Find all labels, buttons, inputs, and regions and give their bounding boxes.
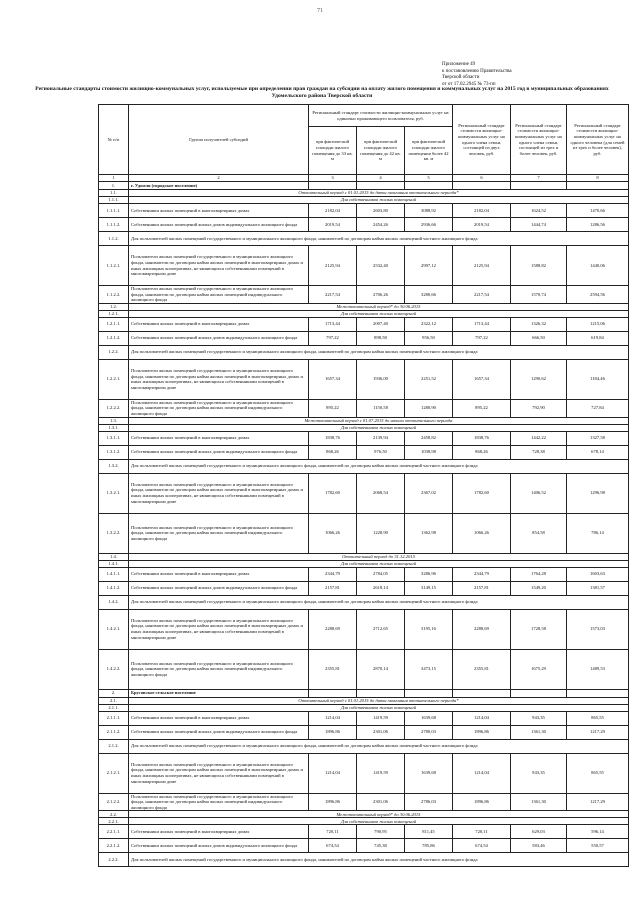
column-number: 6 bbox=[453, 175, 511, 182]
standard-value: 2217,54 bbox=[309, 286, 357, 304]
standard-value: 2068,54 bbox=[357, 473, 405, 513]
standard-value: 1150,58 bbox=[357, 399, 405, 417]
empty-cell bbox=[357, 689, 405, 697]
recipient-group: Собственники жилых помещений жилых домов индивидуального жилищного фонда bbox=[129, 218, 309, 232]
row-number: 2.2. bbox=[99, 811, 129, 818]
table-row-wide bbox=[99, 232, 629, 246]
row-number: 2.2.2. bbox=[99, 853, 129, 867]
standard-value: 2355,81 bbox=[309, 649, 357, 689]
standard-value: 1214,04 bbox=[453, 711, 511, 725]
subsection-title: Отопительный период с 01.01.2015 до даты окончания отопительного периода* bbox=[129, 697, 629, 704]
subsection-title: Для собственников жилых помещений bbox=[129, 424, 629, 431]
standard-value: 1549,20 bbox=[511, 581, 567, 595]
standard-value: 1782,60 bbox=[309, 473, 357, 513]
standard-value: 2125,94 bbox=[453, 246, 511, 286]
standard-value: 1038,98 bbox=[405, 445, 453, 459]
standard-value: 1675,29 bbox=[511, 649, 567, 689]
table-row-data bbox=[99, 567, 629, 581]
standard-value: 1214,04 bbox=[453, 753, 511, 793]
standard-value: 2780,03 bbox=[405, 725, 453, 739]
table-row-data bbox=[99, 839, 629, 853]
standard-value: 2288,69 bbox=[453, 609, 511, 649]
standard-value: 727,84 bbox=[567, 399, 629, 417]
standard-value: 1603,63 bbox=[567, 567, 629, 581]
empty-cell bbox=[405, 689, 453, 697]
standard-value: 2125,94 bbox=[309, 246, 357, 286]
standard-value: 1570,74 bbox=[511, 286, 567, 304]
header-group: Группа получателей субсидий bbox=[129, 105, 309, 175]
standard-value: 2344,79 bbox=[309, 567, 357, 581]
standard-value: 1290,62 bbox=[511, 359, 567, 399]
table-row-sub bbox=[99, 303, 629, 310]
standard-value: 1066,26 bbox=[453, 513, 511, 553]
standard-value: 3088,92 bbox=[405, 204, 453, 218]
recipient-group: Собственники жилых помещений жилых домов индивидуального жилищного фонда bbox=[129, 445, 309, 459]
table-header bbox=[99, 105, 629, 182]
standard-value: 2458,82 bbox=[405, 431, 453, 445]
empty-cell bbox=[453, 689, 511, 697]
row-number: 1.3.2. bbox=[99, 459, 129, 473]
standard-value: 1326,32 bbox=[511, 317, 567, 331]
table-row-data bbox=[99, 581, 629, 595]
standard-value: 1280,90 bbox=[405, 399, 453, 417]
recipient-group: Собственники жилых помещений в многоквартирных домах bbox=[129, 317, 309, 331]
table-row-sub bbox=[99, 197, 629, 204]
standard-value: 1361,30 bbox=[511, 725, 567, 739]
group-description: Для пользователей жилых помещений государственного и муниципального жилищного фонда, нанимателей по договорам найма жилых помещений частного жилищного фонда bbox=[129, 595, 629, 609]
group-description: Для пользователей жилых помещений государственного и муниципального жилищного фонда, нанимателей по договорам найма жилых помещений частного жилищного фонда bbox=[129, 232, 629, 246]
standard-value: 1214,04 bbox=[309, 753, 357, 793]
standard-value: 720,11 bbox=[453, 825, 511, 839]
table-row-data bbox=[99, 445, 629, 459]
table-row-wide bbox=[99, 459, 629, 473]
table-row-data bbox=[99, 609, 629, 649]
row-number: 1.3.1.2. bbox=[99, 445, 129, 459]
standard-value: 3195,16 bbox=[405, 609, 453, 649]
standard-value: 1286,56 bbox=[567, 218, 629, 232]
standard-value: 1639,68 bbox=[405, 753, 453, 793]
standard-value: 1573,03 bbox=[567, 609, 629, 649]
standard-value: 2288,69 bbox=[309, 609, 357, 649]
table-row-data bbox=[99, 473, 629, 513]
row-number: 2.1.2. bbox=[99, 739, 129, 753]
standard-value: 2007,40 bbox=[357, 317, 405, 331]
standard-value: 1327,58 bbox=[567, 431, 629, 445]
standard-value: 674,54 bbox=[453, 839, 511, 853]
row-number: 2.1. bbox=[99, 697, 129, 704]
row-number: 2.1.2.1. bbox=[99, 753, 129, 793]
standard-value: 976,50 bbox=[357, 445, 405, 459]
table-row-sub bbox=[99, 704, 629, 711]
table-row-wide bbox=[99, 345, 629, 359]
standard-value: 2019,54 bbox=[309, 218, 357, 232]
standard-value: 2019,54 bbox=[453, 218, 511, 232]
standard-value: 790,95 bbox=[357, 825, 405, 839]
standard-value: 674,54 bbox=[309, 839, 357, 853]
standard-value: 854,58 bbox=[511, 513, 567, 553]
standard-value: 629,03 bbox=[511, 825, 567, 839]
recipient-group: Собственники жилых помещений в многоквартирных домах bbox=[129, 825, 309, 839]
recipient-group: Пользователи жилых помещений государственного и муниципального жилищного фонда, наниматели по договорам найма жилых помещений в многоквартирных домах и иных жилищных кооперативах, не являющихся собственниками помещений в многоквартирном доме bbox=[129, 609, 309, 649]
table-row-sub bbox=[99, 697, 629, 704]
row-number: 2.2.1.2. bbox=[99, 839, 129, 853]
standard-value: 1470,66 bbox=[567, 204, 629, 218]
standard-value: 1896,86 bbox=[453, 793, 511, 811]
table-row-data bbox=[99, 825, 629, 839]
table-row-sub bbox=[99, 811, 629, 818]
column-number: 2 bbox=[129, 175, 309, 182]
standard-value: 2139,94 bbox=[357, 431, 405, 445]
appendix-line: к постановлению Правительства bbox=[442, 68, 512, 74]
recipient-group: Пользователи жилых помещений государственного и муниципального жилищного фонда, наниматели по договорам найма жилых помещений в многоквартирных домах и иных жилищных кооперативах, не являющихся собственниками помещений в многоквартирном доме bbox=[129, 359, 309, 399]
table-row-sub bbox=[99, 424, 629, 431]
table-row-section bbox=[99, 689, 629, 697]
empty-cell bbox=[405, 182, 453, 190]
row-number: 1.4.2. bbox=[99, 595, 129, 609]
standard-value: 1440,06 bbox=[567, 246, 629, 286]
header-std-housing: Региональный стандарт стоимости жилищно-коммунальных услуг на одиночно проживающего пользователя, руб. bbox=[309, 105, 453, 127]
row-number: 1.3.2.2. bbox=[99, 513, 129, 553]
empty-cell bbox=[309, 689, 357, 697]
row-number: 1.2.1. bbox=[99, 310, 129, 317]
table-row-sub bbox=[99, 553, 629, 560]
standard-value: 868,26 bbox=[309, 445, 357, 459]
row-number: 2. bbox=[99, 689, 129, 697]
table-row-sub bbox=[99, 310, 629, 317]
column-number: 4 bbox=[357, 175, 405, 182]
subsection-title: Для собственников жилых помещений bbox=[129, 310, 629, 317]
standard-value: 786,14 bbox=[567, 513, 629, 553]
standard-value: 2157,81 bbox=[309, 581, 357, 595]
table-row-wide bbox=[99, 739, 629, 753]
recipient-group: Собственники жилых помещений жилых домов индивидуального жилищного фонда bbox=[129, 331, 309, 345]
standard-value: 1362,98 bbox=[405, 513, 453, 553]
standard-value: 1896,86 bbox=[453, 725, 511, 739]
table-row-data bbox=[99, 513, 629, 553]
standard-value: 583,46 bbox=[511, 839, 567, 853]
row-number: 1.1.2.2. bbox=[99, 286, 129, 304]
appendix-line: Тверской области bbox=[442, 75, 480, 80]
standard-value: 2251,52 bbox=[405, 359, 453, 399]
row-number: 1.4.1.2. bbox=[99, 581, 129, 595]
standards-table bbox=[98, 104, 629, 867]
standard-value: 1217,29 bbox=[567, 725, 629, 739]
standard-value: 550,57 bbox=[567, 839, 629, 853]
standard-value: 1838,76 bbox=[309, 431, 357, 445]
standard-value: 1657,34 bbox=[453, 359, 511, 399]
standard-value: 1713,44 bbox=[309, 317, 357, 331]
standard-value: 745,38 bbox=[357, 839, 405, 853]
recipient-group: Собственники жилых помещений жилых домов индивидуального жилищного фонда bbox=[129, 581, 309, 595]
table-row-data bbox=[99, 399, 629, 417]
table-row-data bbox=[99, 331, 629, 345]
recipient-group: Собственники жилых помещений в многоквартирных домах bbox=[129, 431, 309, 445]
row-number: 1. bbox=[99, 182, 129, 190]
empty-cell bbox=[567, 182, 629, 190]
standard-value: 2706,26 bbox=[357, 286, 405, 304]
table-row-data bbox=[99, 753, 629, 793]
subsection-title: Межотопительный период* до 30.06.2015 bbox=[129, 303, 629, 310]
group-description: Для пользователей жилых помещений государственного и муниципального жилищного фонда, нанимателей по договорам найма жилых помещений частного жилищного фонда bbox=[129, 345, 629, 359]
standard-value: 1588,82 bbox=[511, 246, 567, 286]
row-number: 1.3.1. bbox=[99, 424, 129, 431]
subsection-title: Для собственников жилых помещений bbox=[129, 197, 629, 204]
standard-value: 2594,56 bbox=[567, 286, 629, 304]
empty-cell bbox=[357, 182, 405, 190]
row-number: 1.2.2. bbox=[99, 345, 129, 359]
standard-value: 728,38 bbox=[511, 445, 567, 459]
row-number: 1.4.2.2. bbox=[99, 649, 129, 689]
empty-cell bbox=[511, 689, 567, 697]
recipient-group: Собственники жилых помещений жилых домов индивидуального жилищного фонда bbox=[129, 725, 309, 739]
row-number: 1.2.2.2. bbox=[99, 399, 129, 417]
standard-value: 2997,12 bbox=[405, 246, 453, 286]
standard-value: 2603,80 bbox=[357, 204, 405, 218]
standard-value: 956,50 bbox=[405, 331, 453, 345]
table-row-data bbox=[99, 431, 629, 445]
row-number: 1.3.2.1. bbox=[99, 473, 129, 513]
standard-value: 1442,22 bbox=[511, 431, 567, 445]
standard-value: 785,86 bbox=[405, 839, 453, 853]
standard-value: 792,90 bbox=[511, 399, 567, 417]
subsection-title: Для собственников жилых помещений bbox=[129, 818, 629, 825]
standard-value: 1713,44 bbox=[453, 317, 511, 331]
standard-value: 2182,04 bbox=[309, 204, 357, 218]
table-row-data bbox=[99, 711, 629, 725]
standard-value: 1296,98 bbox=[567, 473, 629, 513]
standard-value: 865,55 bbox=[567, 711, 629, 725]
standard-value: 1896,86 bbox=[309, 793, 357, 811]
empty-cell bbox=[453, 182, 511, 190]
standard-value: 1657,34 bbox=[309, 359, 357, 399]
standard-value: 2936,66 bbox=[405, 218, 453, 232]
row-number: 1.2.2.1. bbox=[99, 359, 129, 399]
row-number: 1.3.1.1. bbox=[99, 431, 129, 445]
standard-value: 797,22 bbox=[453, 331, 511, 345]
standard-value: 1228,90 bbox=[357, 513, 405, 553]
table-row-data bbox=[99, 218, 629, 232]
row-number: 1.1.2. bbox=[99, 232, 129, 246]
table-row-data bbox=[99, 725, 629, 739]
subsection-title: Межотопительный период* до 30.06.2015 bbox=[129, 811, 629, 818]
group-description: Для пользователей жилых помещений государственного и муниципального жилищного фонда, нанимателей по договорам найма жилых помещений частного жилищного фонда bbox=[129, 739, 629, 753]
standard-value: 2157,81 bbox=[453, 581, 511, 595]
header-col8: Региональный стандарт стоимости жилищно-коммунальных услуг на одного человека (для семей из трех и более человек), руб. bbox=[567, 105, 629, 175]
standard-value: 2355,81 bbox=[453, 649, 511, 689]
subsection-title: Для собственников жилых помещений bbox=[129, 704, 629, 711]
standard-value: 2182,04 bbox=[453, 204, 511, 218]
column-number: 1 bbox=[99, 175, 129, 182]
standard-value: 2784,05 bbox=[357, 567, 405, 581]
row-number: 1.1.1. bbox=[99, 197, 129, 204]
standard-value: 2618,14 bbox=[357, 581, 405, 595]
standard-value: 2870,14 bbox=[357, 649, 405, 689]
table-row-data bbox=[99, 649, 629, 689]
empty-cell bbox=[511, 182, 567, 190]
header-area-42: при фактической площади жилого помещения до 42 кв. м bbox=[357, 127, 405, 175]
standard-value: 2454,26 bbox=[357, 218, 405, 232]
standard-value: 1217,29 bbox=[567, 793, 629, 811]
standard-value: 1624,52 bbox=[511, 204, 567, 218]
row-number: 1.2. bbox=[99, 303, 129, 310]
standard-value: 2301,06 bbox=[357, 793, 405, 811]
standard-value: 1184,46 bbox=[567, 359, 629, 399]
table-row-sub bbox=[99, 190, 629, 197]
column-number: 5 bbox=[405, 175, 453, 182]
table-row-data bbox=[99, 317, 629, 331]
row-number: 1.3. bbox=[99, 417, 129, 424]
standard-value: 1764,28 bbox=[511, 567, 567, 581]
column-number: 3 bbox=[309, 175, 357, 182]
standard-value: 1419,59 bbox=[357, 711, 405, 725]
recipient-group: Пользователи жилых помещений государственного и муниципального жилищного фонда, наниматели по договорам найма жилых помещений индивидуального жилищного фонда bbox=[129, 399, 309, 417]
standard-value: 2301,06 bbox=[357, 725, 405, 739]
standard-value: 1838,76 bbox=[453, 431, 511, 445]
standard-value: 898,58 bbox=[357, 331, 405, 345]
column-number: 8 bbox=[567, 175, 629, 182]
row-number: 2.1.1. bbox=[99, 704, 129, 711]
standard-value: 2367,02 bbox=[405, 473, 453, 513]
recipient-group: Пользователи жилых помещений государственного и муниципального жилищного фонда, наниматели по договорам найма жилых помещений индивидуального жилищного фонда bbox=[129, 793, 309, 811]
row-number: 1.1.1.2. bbox=[99, 218, 129, 232]
standard-value: 895,22 bbox=[309, 399, 357, 417]
row-number: 2.2.1. bbox=[99, 818, 129, 825]
standard-value: 797,22 bbox=[309, 331, 357, 345]
row-number: 1.4.2.1. bbox=[99, 609, 129, 649]
standard-value: 811,45 bbox=[405, 825, 453, 839]
recipient-group: Пользователи жилых помещений государственного и муниципального жилищного фонда, наниматели по договорам найма жилых помещений индивидуального жилищного фонда bbox=[129, 286, 309, 304]
table-row-data bbox=[99, 246, 629, 286]
empty-cell bbox=[309, 182, 357, 190]
standard-value: 1639,68 bbox=[405, 711, 453, 725]
recipient-group: Пользователи жилых помещений государственного и муниципального жилищного фонда, наниматели по договорам найма жилых помещений индивидуального жилищного фонда bbox=[129, 513, 309, 553]
table-row-sub bbox=[99, 818, 629, 825]
recipient-group: Собственники жилых помещений в многоквартирных домах bbox=[129, 711, 309, 725]
standard-value: 1444,74 bbox=[511, 218, 567, 232]
appendix-line: от от 17.02.2945 № 73-пп bbox=[442, 81, 496, 87]
subsection-title: Межотопительный период с 01.07.2015 до начала отопительного периода bbox=[129, 417, 629, 424]
section-title: г. Удомля (городское поселение) bbox=[129, 182, 309, 190]
standard-value: 1215,06 bbox=[567, 317, 629, 331]
standard-value: 619,84 bbox=[567, 331, 629, 345]
standard-value: 666,50 bbox=[511, 331, 567, 345]
recipient-group: Собственники жилых помещений в многоквартирных домах bbox=[129, 204, 309, 218]
row-number: 1.1.1.1. bbox=[99, 204, 129, 218]
header-col7: Региональный стандарт стоимости жилищно-коммунальных услуг на одного члена семьи, состоящей из трех и более человек, руб. bbox=[511, 105, 567, 175]
standard-value: 1489,53 bbox=[567, 649, 629, 689]
standard-value: 596,14 bbox=[567, 825, 629, 839]
row-number: 1.4.1.1. bbox=[99, 567, 129, 581]
standard-value: 2322,12 bbox=[405, 317, 453, 331]
header-area-over-42: при фактической площади жилого помещения более 42 кв. м bbox=[405, 127, 453, 175]
appendix-note bbox=[442, 62, 622, 88]
standard-value: 1896,86 bbox=[309, 725, 357, 739]
table-row-data bbox=[99, 793, 629, 811]
standard-value: 3280,66 bbox=[405, 286, 453, 304]
standard-value: 865,55 bbox=[567, 753, 629, 793]
table-row-wide bbox=[99, 853, 629, 867]
subsection-title: Для собственников жилых помещений bbox=[129, 560, 629, 567]
standard-value: 1782,60 bbox=[453, 473, 511, 513]
standard-value: 943,35 bbox=[511, 753, 567, 793]
header-col6: Региональный стандарт стоимости жилищно-коммунальных услуг на одного члена семьи, состоящей из двух человек, руб. bbox=[453, 105, 511, 175]
document-title: Региональные стандарты стоимости жилищно-коммунальных услуг, используемые при определении прав граждан на субсидии на оплату жилого помещения и коммунальных услуг на 2015 год в муниципальных образованиях Удомельского района Тверской области bbox=[35, 86, 609, 99]
standard-value: 1361,30 bbox=[511, 793, 567, 811]
group-description: Для пользователей жилых помещений государственного и муниципального жилищного фонда, нанимателей по договорам найма жилых помещений частного жилищного фонда bbox=[129, 459, 629, 473]
subsection-title: Отопительный период до 31.12.2015 bbox=[129, 553, 629, 560]
table-row-sub bbox=[99, 560, 629, 567]
standard-value: 3286,96 bbox=[405, 567, 453, 581]
standard-value: 1936,00 bbox=[357, 359, 405, 399]
header-area-33: при фактической площади жилого помещения до 33 кв. м bbox=[309, 127, 357, 175]
recipient-group: Собственники жилых помещений жилых домов индивидуального жилищного фонда bbox=[129, 839, 309, 853]
standard-value: 2786,03 bbox=[405, 793, 453, 811]
standard-value: 868,26 bbox=[453, 445, 511, 459]
recipient-group: Пользователи жилых помещений государственного и муниципального жилищного фонда, наниматели по договорам найма жилых помещений индивидуального жилищного фонда bbox=[129, 649, 309, 689]
standard-value: 720,11 bbox=[309, 825, 357, 839]
recipient-group: Пользователи жилых помещений государственного и муниципального жилищного фонда, наниматели по договорам найма жилых помещений в многоквартирных домах и иных жилищных кооперативах, не являющихся собственниками помещений в многоквартирном доме bbox=[129, 246, 309, 286]
standard-value: 678,14 bbox=[567, 445, 629, 459]
standard-value: 1728,58 bbox=[511, 609, 567, 649]
table-row-section bbox=[99, 182, 629, 190]
row-number: 2.1.1.1. bbox=[99, 711, 129, 725]
row-number: 1.4. bbox=[99, 553, 129, 560]
standard-value: 1381,57 bbox=[567, 581, 629, 595]
table-row-sub bbox=[99, 417, 629, 424]
standard-value: 1214,04 bbox=[309, 711, 357, 725]
standard-value: 1419,59 bbox=[357, 753, 405, 793]
standard-value: 1066,26 bbox=[309, 513, 357, 553]
row-number: 2.2.1.1. bbox=[99, 825, 129, 839]
row-number: 1.4.1. bbox=[99, 560, 129, 567]
standard-value: 3473,15 bbox=[405, 649, 453, 689]
recipient-group: Пользователи жилых помещений государственного и муниципального жилищного фонда, наниматели по договорам найма жилых помещений в многоквартирных домах и иных жилищных кооперативах, не являющихся собственниками помещений в многоквартирном доме bbox=[129, 753, 309, 793]
row-number: 2.1.1.2. bbox=[99, 725, 129, 739]
row-number: 2.1.2.2. bbox=[99, 793, 129, 811]
appendix-line: Приложение 49 bbox=[442, 62, 476, 67]
standard-value: 895,22 bbox=[453, 399, 511, 417]
subsection-title: Отопительный период с 01.01.2015 до даты окончания отопительного периода* bbox=[129, 190, 629, 197]
row-number: 1.1.2.1. bbox=[99, 246, 129, 286]
table-body bbox=[99, 182, 629, 867]
standard-value: 943,35 bbox=[511, 711, 567, 725]
recipient-group: Собственники жилых помещений в многоквартирных домах bbox=[129, 567, 309, 581]
table-row-data bbox=[99, 204, 629, 218]
standard-value: 2217,54 bbox=[453, 286, 511, 304]
standard-value: 2712,65 bbox=[357, 609, 405, 649]
group-description: Для пользователей жилых помещений государственного и муниципального жилищного фонда, нанимателей по договорам найма жилых помещений частного жилищного фонда bbox=[129, 853, 629, 867]
row-number: 1.2.1.1. bbox=[99, 317, 129, 331]
table-row-data bbox=[99, 359, 629, 399]
section-title: Брусовское сельское поселение bbox=[129, 689, 309, 697]
row-number: 1.2.1.2. bbox=[99, 331, 129, 345]
row-number: 1.1. bbox=[99, 190, 129, 197]
column-number: 7 bbox=[511, 175, 567, 182]
recipient-group: Пользователи жилых помещений государственного и муниципального жилищного фонда, наниматели по договорам найма жилых помещений в многоквартирных домах и иных жилищных кооперативах, не являющихся собственниками помещений в многоквартирном доме bbox=[129, 473, 309, 513]
standard-value: 3149,15 bbox=[405, 581, 453, 595]
page-number: 71 bbox=[317, 8, 323, 14]
header-no: № п/п bbox=[99, 105, 129, 175]
table-row-wide bbox=[99, 595, 629, 609]
standard-value: 1406,52 bbox=[511, 473, 567, 513]
empty-cell bbox=[567, 689, 629, 697]
standard-value: 2344,79 bbox=[453, 567, 511, 581]
table-row-data bbox=[99, 286, 629, 304]
standard-value: 2532,40 bbox=[357, 246, 405, 286]
